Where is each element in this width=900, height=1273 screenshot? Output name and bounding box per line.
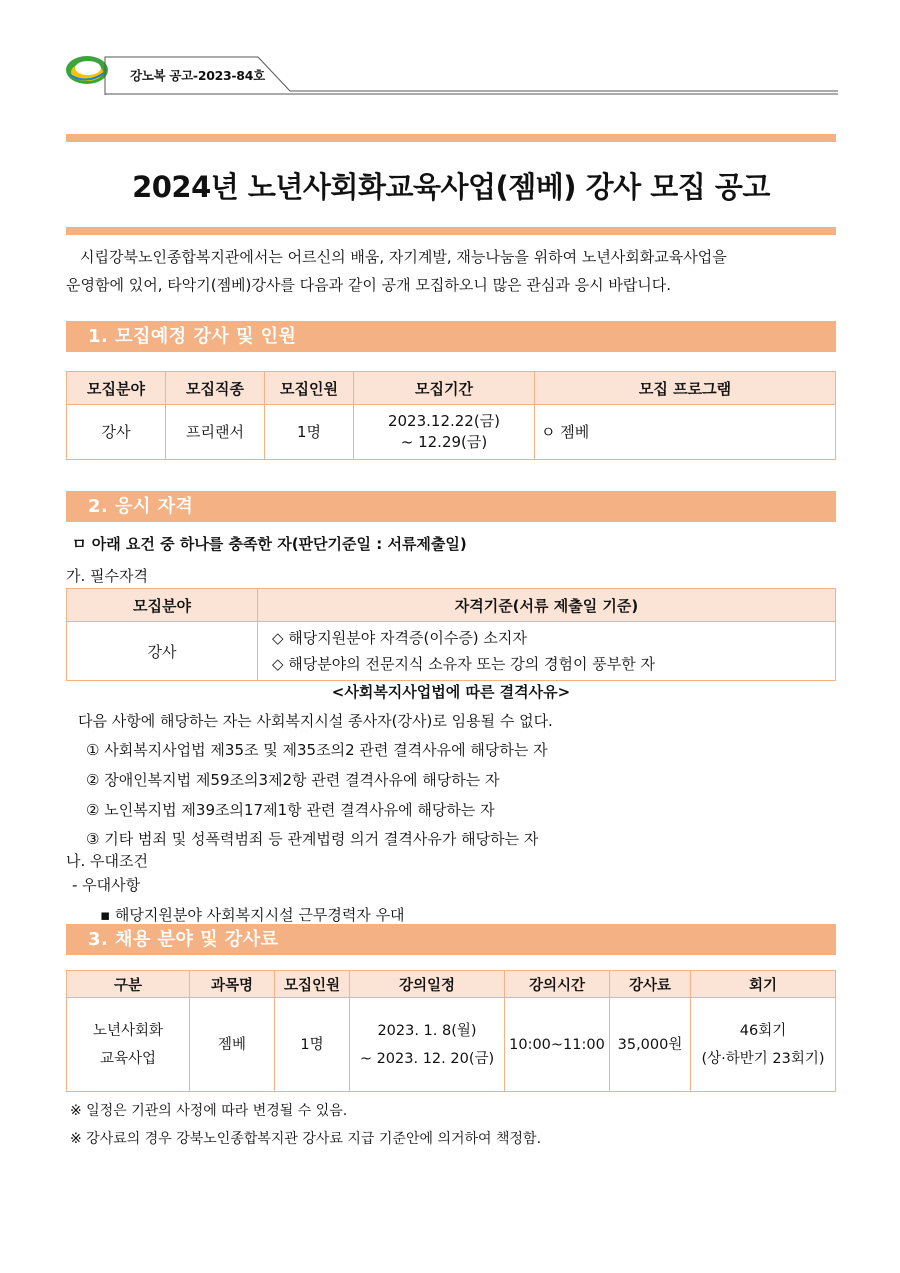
sessions-line-1: 46회기 — [739, 1022, 787, 1039]
period-start: 2023.12.22(금) — [387, 412, 501, 430]
cell-field: 강사 — [67, 622, 258, 681]
fee-table — [66, 970, 836, 1092]
recruitment-table — [66, 371, 836, 460]
section-1-heading: 1. 모집예정 강사 및 인원 — [66, 321, 836, 352]
cell-count: 1명 — [265, 405, 354, 460]
page-title: 2024년 노년사회화교육사업(젬베) 강사 모집 공고 — [132, 170, 770, 204]
header-field: 모집분야 — [67, 589, 258, 622]
note-2: ※ 강사료의 경우 강북노인종합복지관 강사료 지급 기준안에 의거하여 책정함. — [70, 1131, 542, 1147]
category-line-1: 노년사회화 — [92, 1022, 164, 1039]
sessions-line-2: (상·하반기 23회기) — [701, 1050, 825, 1067]
cell-schedule — [350, 998, 505, 1092]
cell-period — [354, 405, 535, 460]
disqualification-item: ① 사회복지사업법 제35조 및 제35조의2 관련 결격사유에 해당하는 자 — [86, 741, 548, 759]
criterion-text: ㅁ 아래 요건 중 하나를 충족한 자(판단기준일 : 서류제출일) — [72, 535, 467, 553]
category-line-2: 교육사업 — [99, 1050, 157, 1067]
header-job-type: 모집직종 — [166, 372, 265, 405]
cell-sessions — [691, 998, 836, 1092]
header-category: 구분 — [67, 971, 190, 998]
table-row — [67, 405, 836, 460]
disqualification-item: ② 노인복지법 제39조의17제1항 관련 결격사유에 해당하는 자 — [86, 801, 495, 819]
note-1: ※ 일정은 기관의 사정에 따라 변경될 수 있음. — [70, 1103, 348, 1119]
preferred-label: 나. 우대조건 — [66, 852, 148, 870]
header-subject: 과목명 — [190, 971, 275, 998]
disqualification-title: <사회복지사업법에 따른 결격사유> — [331, 683, 571, 701]
qualification-table — [66, 588, 836, 681]
schedule-line-2: ~ 2023. 12. 20(금) — [359, 1050, 495, 1067]
disqualification-intro: 다음 사항에 해당하는 자는 사회복지시설 종사자(강사)로 임용될 수 없다. — [78, 712, 553, 730]
cell-fee: 35,000원 — [610, 998, 691, 1092]
header-program: 모집 프로그램 — [535, 372, 836, 405]
header-period: 모집기간 — [354, 372, 535, 405]
header-fee: 강사료 — [610, 971, 691, 998]
preferred-item: ▪ 해당지원분야 사회복지시설 근무경력자 우대 — [100, 906, 405, 924]
header-schedule: 강의일정 — [350, 971, 505, 998]
period-end: ~ 12.29(금) — [400, 433, 488, 451]
title-top-bar — [66, 134, 836, 142]
doc-number: 강노복 공고-2023-84호 — [130, 68, 265, 83]
cell-subject: 젬베 — [190, 998, 275, 1092]
intro-line-2: 운영함에 있어, 타악기(젬베)강사를 다음과 같이 공개 모집하오니 많은 관심과 응시 바랍니다. — [66, 276, 672, 294]
section-2-heading: 2. 응시 자격 — [66, 491, 836, 522]
preferred-sub: - 우대사항 — [72, 876, 141, 894]
cell-program: ㅇ 젬베 — [535, 405, 836, 460]
schedule-line-1: 2023. 1. 8(월) — [377, 1022, 477, 1039]
disqualification-item: ③ 기타 범죄 및 성폭력범죄 등 관계법령 의거 결격사유가 해당하는 자 — [86, 830, 539, 848]
cell-job-type: 프리랜서 — [166, 405, 265, 460]
header-count: 모집인원 — [275, 971, 350, 998]
table-row — [67, 622, 836, 681]
requirement-1: ◇ 해당지원분야 자격증(이수증) 소지자 — [272, 629, 527, 647]
cell-time: 10:00~11:00 — [505, 998, 610, 1092]
header-time: 강의시간 — [505, 971, 610, 998]
cell-field: 강사 — [67, 405, 166, 460]
cell-category — [67, 998, 190, 1092]
header-count: 모집인원 — [265, 372, 354, 405]
section-3-heading: 3. 채용 분야 및 강사료 — [66, 924, 836, 955]
header-criteria: 자격기준(서류 제출일 기준) — [258, 589, 836, 622]
intro-paragraph — [66, 243, 838, 299]
header-field: 모집분야 — [67, 372, 166, 405]
table-row — [67, 998, 836, 1092]
title-bottom-bar — [66, 227, 836, 235]
disqualification-item: ② 장애인복지법 제59조의3제2항 관련 결격사유에 해당하는 자 — [86, 771, 500, 789]
cell-count: 1명 — [275, 998, 350, 1092]
requirement-2: ◇ 해당분야의 전문지식 소유자 또는 강의 경험이 풍부한 자 — [272, 655, 655, 673]
intro-line-1: 시립강북노인종합복지관에서는 어르신의 배움, 자기계발, 재능나눔을 위하여 노년사회화교육사업을 — [80, 248, 727, 266]
required-label: 가. 필수자격 — [66, 567, 148, 585]
header-sessions: 회기 — [691, 971, 836, 998]
cell-requirements — [258, 622, 836, 681]
